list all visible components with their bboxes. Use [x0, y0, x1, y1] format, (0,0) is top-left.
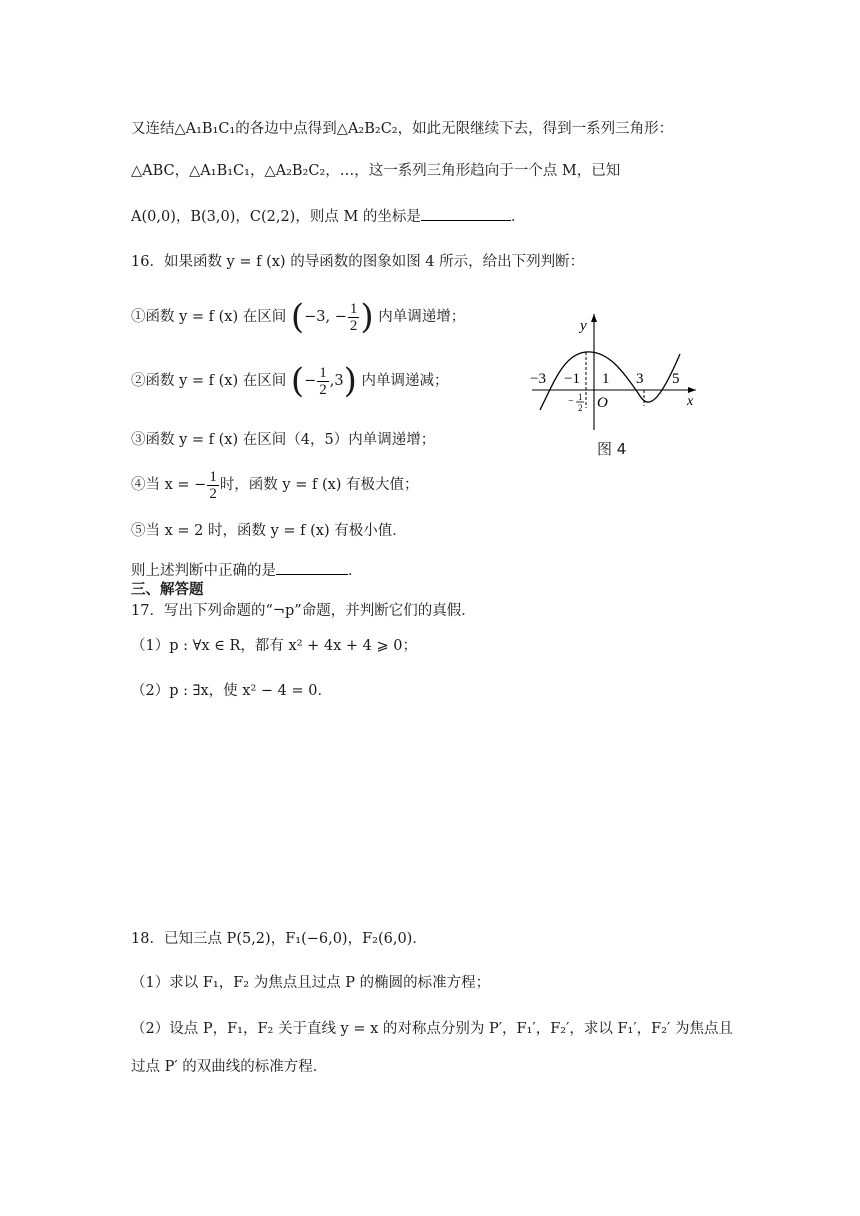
question-17-part-1: （1）p : ∀x ∈ R，都有 x² + 4x + 4 ⩾ 0；	[131, 638, 417, 654]
figure-caption: 图 4	[597, 440, 627, 458]
right-paren: )	[343, 361, 357, 401]
section-heading: 三、解答题	[131, 581, 204, 598]
judgement-5: ⑤当 x = 2 时，函数 y = f (x) 有极小值．	[131, 523, 407, 539]
judgement-2-suffix: 内单调递减；	[361, 373, 449, 389]
judgement-4	[131, 466, 419, 504]
derivative-graph-figure	[524, 312, 704, 432]
y-axis-arrow	[591, 314, 597, 322]
question-18-part-2-cont: 过点 P′ 的双曲线的标准方程．	[131, 1059, 328, 1075]
text-line-3-end: ．	[510, 209, 526, 225]
tick-label: −1	[564, 371, 580, 387]
fraction-half: $\frac{1}{2}$	[209, 468, 217, 502]
text-line-2: △ABC，△A₁B₁C₁，△A₂B₂C₂，…，这一系列三角形趋向于一个点 M，已知	[131, 163, 621, 179]
tick-label: −3	[530, 371, 546, 387]
fraction-half: $\frac{1}{2}$	[319, 364, 327, 398]
judgement-1-prefix: ①函数 y = f (x) 在区间	[131, 309, 287, 325]
origin-label: O	[597, 395, 608, 411]
question-17: 17．写出下列命题的“¬p”命题，并判断它们的真假．	[131, 603, 476, 619]
judgement-2	[131, 362, 449, 400]
judgement-1	[131, 298, 465, 336]
text-line-3	[131, 204, 525, 228]
text-line-1: 又连结△A₁B₁C₁的各边中点得到△A₂B₂C₂，如此无限继续下去，得到一系列三角形：	[131, 121, 674, 137]
half-label-sign: −	[568, 396, 574, 407]
judgement-2-interval-end: ,3	[329, 373, 344, 389]
tick-label: 5	[672, 371, 680, 387]
judgement-4-prefix: ④当 x = −	[131, 477, 207, 493]
half-label-den: 2	[578, 403, 583, 413]
question-17-part-2: （2）p : ∃x，使 x² − 4 = 0．	[131, 683, 332, 699]
y-axis-label: y	[580, 318, 587, 334]
judgement-4-suffix: 时，函数 y = f (x) 有极大值；	[219, 477, 419, 493]
answer-blank-15	[421, 204, 511, 221]
tick-label: 3	[636, 371, 644, 387]
judgement-1-interval-start: −3, −	[304, 309, 347, 325]
half-label-num: 1	[578, 392, 583, 402]
right-paren: )	[360, 297, 374, 337]
left-paren: (	[290, 297, 305, 337]
judgement-1-suffix: 内单调递增；	[378, 309, 466, 325]
judgement-2-minus: −	[304, 373, 317, 389]
x-axis-label: x	[687, 394, 694, 409]
judgement-3: ③函数 y = f (x) 在区间（4，5）内单调递增；	[131, 432, 436, 448]
question-18-part-1: （1）求以 F₁，F₂ 为焦点且过点 P 的椭圆的标准方程；	[131, 975, 491, 991]
answer-blank-16	[276, 558, 348, 575]
question-18: 18．已知三点 P(5,2)，F₁(−6,0)，F₂(6,0)．	[131, 931, 427, 947]
text-line-3-main: A(0,0)，B(3,0)，C(2,2)，则点 M 的坐标是	[131, 209, 421, 225]
derivative-curve	[540, 352, 680, 410]
fraction-half: $\frac{1}{2}$	[349, 300, 358, 334]
tick-label: 1	[602, 371, 610, 387]
judgement-2-prefix: ②函数 y = f (x) 在区间	[131, 373, 287, 389]
question-16: 16．如果函数 y = f (x) 的导函数的图象如图 4 所示，给出下列判断：	[131, 254, 585, 270]
conclusion-text: 则上述判断中正确的是	[131, 563, 276, 579]
question-18-part-2: （2）设点 P，F₁，F₂ 关于直线 y = x 的对称点分别为 P′，F₁′，F₂′，求以 F₁′，F₂′ 为焦点且	[131, 1021, 733, 1037]
left-paren: (	[290, 361, 305, 401]
x-axis-arrow	[688, 387, 696, 393]
conclusion-end: ．	[348, 563, 363, 579]
